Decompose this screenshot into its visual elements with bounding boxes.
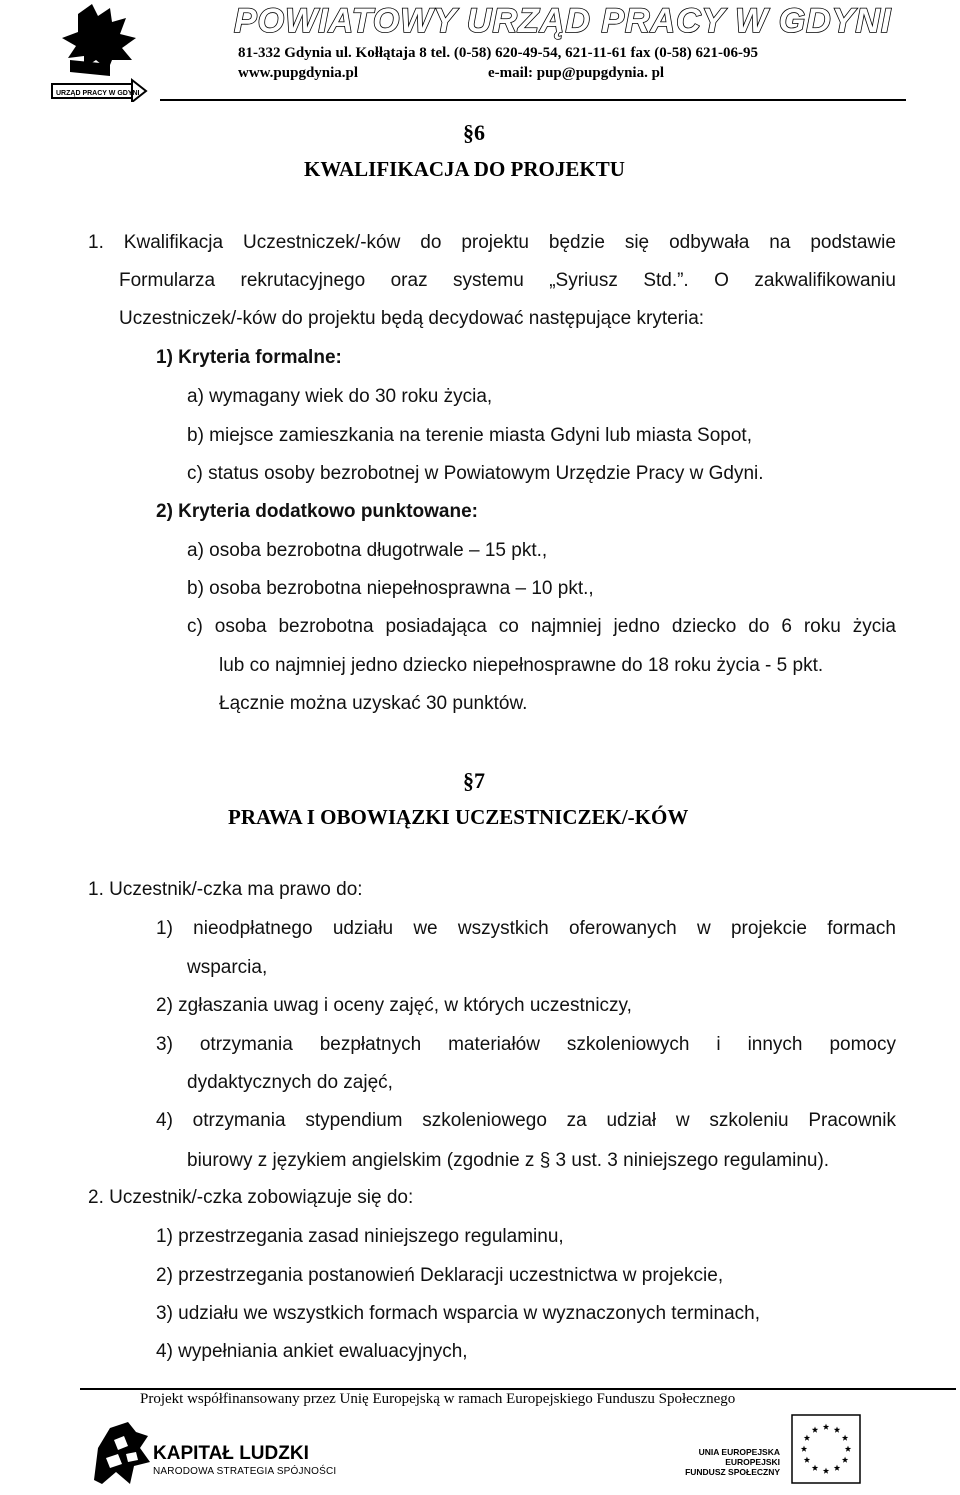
- s6-item1-line2: [119, 270, 896, 292]
- word: osoba: [214, 616, 267, 637]
- word: Formularza: [119, 270, 216, 291]
- word: co: [498, 616, 519, 637]
- word: i: [716, 1034, 721, 1055]
- bonus-criterion-a: a) osoba bezrobotna długotrwale – 15 pkt.,: [187, 540, 548, 561]
- logo-caption: URZĄD PRACY W GDYNI: [56, 90, 140, 97]
- letterhead: [0, 0, 960, 104]
- word: oferowanych: [568, 918, 677, 939]
- bonus-criterion-c-line1: [187, 616, 896, 638]
- word: 6: [781, 616, 792, 637]
- word: bezpłatnych: [319, 1034, 422, 1055]
- office-address: 81-332 Gdynia ul. Kołłątaja 8 tel. (0-58) 620-49-54, 621-11-61 fax (0-58) 621-06-95: [238, 45, 758, 61]
- word: 1.: [88, 232, 104, 253]
- word: najmniej: [530, 616, 602, 637]
- footer-divider: [80, 1388, 956, 1390]
- word: na: [769, 232, 791, 253]
- word: nieodpłatnego: [193, 918, 313, 939]
- s6-item1-line1: [88, 232, 896, 254]
- word: do: [420, 232, 442, 253]
- cofinancing-note: Projekt współfinansowany przez Unię Europejską w ramach Europejskiego Funduszu Społecznego: [140, 1391, 736, 1407]
- word: w: [696, 918, 711, 939]
- word: „Syriusz: [549, 270, 618, 291]
- word: za: [566, 1110, 587, 1131]
- word: oraz: [390, 270, 428, 291]
- word: szkoleniowego: [422, 1110, 547, 1131]
- office-name: POWIATOWY URZĄD PRACY W GDYNI: [234, 2, 892, 40]
- duty-3: 3) udziału we wszystkich formach wsparcia w wyznaczonych terminach,: [156, 1303, 760, 1324]
- section-7-mark: §7: [463, 768, 485, 793]
- word: rekrutacyjnego: [240, 270, 366, 291]
- word: 3): [156, 1034, 173, 1055]
- word: jedno: [613, 616, 660, 637]
- human-capital-logo: [88, 1418, 154, 1488]
- word: zakwalifikowaniu: [754, 270, 896, 291]
- right-4-line2: biurowy z językiem angielskim (zgodnie z § 3 ust. 3 niniejszego regulaminu).: [187, 1150, 830, 1171]
- word: projektu: [461, 232, 529, 253]
- formal-criterion-a: a) wymagany wiek do 30 roku życia,: [187, 386, 493, 407]
- formal-criterion-b: b) miejsce zamieszkania na terenie miasta Gdyni lub miasta Sopot,: [187, 425, 752, 446]
- bonus-criterion-c-line2: lub co najmniej jedno dziecko niepełnosprawne do 18 roku życia - 5 pkt.: [219, 655, 824, 676]
- word: udział: [606, 1110, 657, 1131]
- duty-1: 1) przestrzegania zasad niniejszego regulaminu,: [156, 1226, 564, 1247]
- rights-heading: 1. Uczestnik/-czka ma prawo do:: [88, 879, 363, 900]
- word: Pracownik: [808, 1110, 896, 1131]
- office-email[interactable]: e-mail: pup@pupgdynia. pl: [488, 65, 665, 81]
- right-4-line1: [156, 1110, 896, 1132]
- right-3-line2: dydaktycznych do zajęć,: [187, 1072, 393, 1093]
- eu-flag-icon: [791, 1414, 861, 1484]
- word: posiadająca: [385, 616, 487, 637]
- word: O: [714, 270, 729, 291]
- section-7-title: PRAWA I OBOWIĄZKI UCZESTNICZEK/-KÓW: [228, 805, 689, 829]
- eu-label-line3: FUNDUSZ SPOŁECZNY: [685, 1467, 780, 1477]
- word: 4): [156, 1110, 173, 1131]
- word: otrzymania: [192, 1110, 286, 1131]
- word: c): [187, 616, 203, 637]
- right-1-line2: wsparcia,: [187, 957, 268, 978]
- eu-label-line2: EUROPEJSKI: [725, 1457, 780, 1467]
- right-3-line1: [156, 1034, 896, 1056]
- word: Std.”.: [643, 270, 689, 291]
- word: innych: [747, 1034, 803, 1055]
- bonus-total: Łącznie można uzyskać 30 punktów.: [219, 693, 528, 714]
- word: odbywała: [669, 232, 750, 253]
- formal-criterion-c: c) status osoby bezrobotnej w Powiatowym Urzędzie Pracy w Gdyni.: [187, 463, 764, 484]
- word: Kwalifikacja: [123, 232, 224, 253]
- formal-criteria-heading: 1) Kryteria formalne:: [156, 347, 342, 368]
- right-1-line1: [156, 918, 896, 940]
- office-website[interactable]: www.pupgdynia.pl: [238, 65, 359, 81]
- word: projekcie: [730, 918, 807, 939]
- word: Uczestniczek/-ków: [243, 232, 401, 253]
- word: stypendium: [305, 1110, 403, 1131]
- word: 1): [156, 918, 173, 939]
- eu-fund-label: [680, 1447, 780, 1477]
- word: systemu: [453, 270, 524, 291]
- eu-label-line1: UNIA EUROPEJSKA: [698, 1447, 780, 1457]
- section-6-mark: §6: [463, 120, 485, 145]
- bonus-criterion-b: b) osoba bezrobotna niepełnosprawna – 10 pkt.,: [187, 578, 594, 599]
- word: dziecko: [671, 616, 737, 637]
- word: w: [675, 1110, 690, 1131]
- word: we: [413, 918, 438, 939]
- word: otrzymania: [199, 1034, 293, 1055]
- human-capital-subtitle: NARODOWA STRATEGIA SPÓJNOŚCI: [153, 1466, 337, 1477]
- right-2: 2) zgłaszania uwag i oceny zajęć, w których uczestniczy,: [156, 995, 632, 1016]
- word: udziału: [332, 918, 394, 939]
- word: podstawie: [810, 232, 896, 253]
- section-6-title: KWALIFIKACJA DO PROJEKTU: [304, 157, 625, 181]
- word: szkoleniu: [709, 1110, 789, 1131]
- word: bezrobotna: [278, 616, 374, 637]
- word: szkoleniowych: [566, 1034, 690, 1055]
- bonus-criteria-heading: 2) Kryteria dodatkowo punktowane:: [156, 501, 478, 522]
- word: się: [624, 232, 650, 253]
- s6-item1-line3: Uczestniczek/-ków do projektu będą decydować następujące kryteria:: [119, 308, 705, 329]
- word: wszystkich: [457, 918, 549, 939]
- human-capital-title: KAPITAŁ LUDZKI: [153, 1443, 309, 1464]
- word: materiałów: [448, 1034, 540, 1055]
- office-contact: [238, 65, 665, 82]
- word: roku: [803, 616, 841, 637]
- word: życia: [852, 616, 896, 637]
- word: będzie: [548, 232, 605, 253]
- duties-heading: 2. Uczestnik/-czka zobowiązuje się do:: [88, 1187, 414, 1208]
- word: do: [748, 616, 770, 637]
- header-divider: [160, 99, 906, 101]
- word: formach: [827, 918, 896, 939]
- word: pomocy: [829, 1034, 896, 1055]
- labor-office-logo: [48, 2, 150, 102]
- duty-4: 4) wypełniania ankiet ewaluacyjnych,: [156, 1341, 468, 1362]
- duty-2: 2) przestrzegania postanowień Deklaracji uczestnictwa w projekcie,: [156, 1265, 724, 1286]
